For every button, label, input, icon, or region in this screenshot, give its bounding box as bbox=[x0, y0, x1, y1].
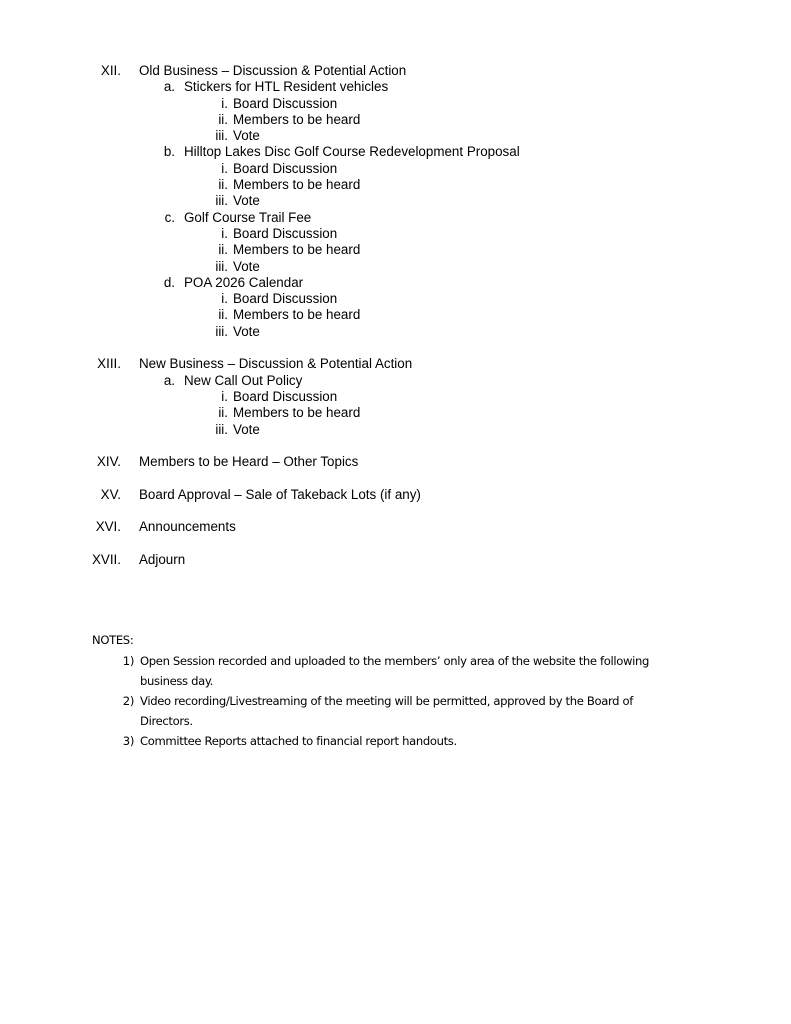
agenda-step-label: Members to be heard bbox=[233, 177, 361, 193]
agenda-step-marker: i. bbox=[221, 388, 228, 404]
agenda-step-label: Vote bbox=[233, 421, 260, 437]
agenda-step-marker: i. bbox=[221, 225, 228, 241]
agenda-section bbox=[0, 552, 791, 568]
agenda-step-label: Vote bbox=[233, 323, 260, 339]
agenda-step-label: Board Discussion bbox=[233, 388, 338, 404]
agenda-outline bbox=[0, 63, 791, 568]
note-text: Video recording/Livestreaming of the meeting will be permitted, approved by the Board of Directors. bbox=[140, 693, 633, 728]
agenda-section-marker: XV. bbox=[100, 486, 121, 502]
agenda-section-title: Members to be Heard – Other Topics bbox=[139, 454, 359, 470]
agenda-step-marker: iii. bbox=[215, 323, 228, 339]
agenda-step-label: Vote bbox=[233, 193, 260, 209]
note-text: Committee Reports attached to financial report handouts. bbox=[140, 733, 457, 748]
agenda-step bbox=[0, 405, 791, 421]
agenda-section bbox=[0, 454, 791, 470]
agenda-subitem-title: Golf Course Trail Fee bbox=[184, 209, 312, 225]
agenda-step bbox=[0, 112, 791, 128]
agenda-section bbox=[0, 356, 791, 372]
agenda-step bbox=[0, 307, 791, 323]
agenda-subitem-marker: b. bbox=[163, 144, 175, 160]
agenda-step bbox=[0, 259, 791, 275]
agenda-step-marker: iii. bbox=[215, 421, 228, 437]
agenda-section-marker: XIII. bbox=[97, 356, 121, 372]
agenda-section bbox=[0, 63, 791, 79]
agenda-subitem bbox=[0, 79, 791, 95]
agenda-subitem-marker: a. bbox=[163, 372, 175, 388]
notes-heading: NOTES: bbox=[92, 633, 134, 647]
agenda-subitem-marker: d. bbox=[163, 274, 175, 290]
agenda-step-marker: iii. bbox=[215, 128, 228, 144]
agenda-subitem bbox=[0, 275, 791, 291]
agenda-subitem bbox=[0, 373, 791, 389]
agenda-step-marker: i. bbox=[221, 95, 228, 111]
agenda-section-title: Announcements bbox=[139, 519, 236, 535]
agenda-step-label: Vote bbox=[233, 128, 260, 144]
agenda-spacer bbox=[0, 340, 791, 356]
agenda-spacer bbox=[0, 503, 791, 519]
agenda-section-marker: XIV. bbox=[96, 454, 121, 470]
agenda-step bbox=[0, 242, 791, 258]
note-item bbox=[0, 652, 791, 692]
agenda-subitem-title: Stickers for HTL Resident vehicles bbox=[184, 79, 389, 95]
agenda-subitem-title: POA 2026 Calendar bbox=[184, 274, 304, 290]
agenda-step bbox=[0, 193, 791, 209]
agenda-step-marker: ii. bbox=[218, 405, 228, 421]
agenda-step-marker: ii. bbox=[218, 111, 228, 127]
agenda-subitem bbox=[0, 144, 791, 160]
agenda-step bbox=[0, 96, 791, 112]
agenda-section bbox=[0, 519, 791, 535]
agenda-step bbox=[0, 291, 791, 307]
agenda-step bbox=[0, 389, 791, 405]
agenda-step-marker: iii. bbox=[215, 258, 228, 274]
agenda-step-marker: iii. bbox=[215, 193, 228, 209]
agenda-step-label: Board Discussion bbox=[233, 225, 338, 241]
note-marker: 1) bbox=[122, 654, 134, 668]
agenda-subitem bbox=[0, 210, 791, 226]
agenda-step bbox=[0, 226, 791, 242]
agenda-step-label: Members to be heard bbox=[233, 307, 361, 323]
agenda-section-marker: XII. bbox=[100, 63, 121, 78]
note-marker: 2) bbox=[122, 693, 134, 708]
agenda-step-marker: ii. bbox=[218, 242, 228, 258]
agenda-spacer bbox=[0, 536, 791, 552]
agenda-step bbox=[0, 161, 791, 177]
agenda-section-title: New Business – Discussion & Potential Action bbox=[139, 356, 413, 372]
agenda-step-label: Board Discussion bbox=[233, 95, 338, 111]
agenda-step-marker: i. bbox=[221, 291, 228, 307]
agenda-step-label: Vote bbox=[233, 258, 260, 274]
agenda-section-marker: XVI. bbox=[95, 519, 121, 535]
notes-list bbox=[0, 652, 791, 752]
agenda-spacer bbox=[0, 470, 791, 486]
agenda-step bbox=[0, 324, 791, 340]
agenda-step-marker: ii. bbox=[218, 177, 228, 193]
agenda-step-label: Members to be heard bbox=[233, 405, 361, 421]
note-item bbox=[0, 692, 791, 732]
agenda-step-label: Board Discussion bbox=[233, 291, 338, 307]
agenda-step-marker: ii. bbox=[218, 307, 228, 323]
agenda-subitem-title: Hilltop Lakes Disc Golf Course Redevelopment Proposal bbox=[184, 144, 520, 160]
agenda-section-marker: XVII. bbox=[91, 551, 121, 567]
note-item bbox=[0, 732, 791, 752]
agenda-section-title: Board Approval – Sale of Takeback Lots (if any) bbox=[139, 486, 421, 502]
agenda-step-marker: i. bbox=[221, 160, 228, 176]
note-text: Open Session recorded and uploaded to the members’ only area of the website the following business day. bbox=[140, 654, 649, 688]
agenda-spacer bbox=[0, 438, 791, 454]
agenda-section-title: Adjourn bbox=[139, 551, 186, 567]
agenda-step-label: Members to be heard bbox=[233, 111, 361, 127]
agenda-step-label: Members to be heard bbox=[233, 242, 361, 258]
agenda-step-label: Board Discussion bbox=[233, 160, 338, 176]
note-marker: 3) bbox=[122, 733, 134, 748]
agenda-step bbox=[0, 422, 791, 438]
agenda-subitem-marker: c. bbox=[164, 209, 175, 225]
agenda-section bbox=[0, 487, 791, 503]
agenda-section-title: Old Business – Discussion & Potential Action bbox=[139, 63, 407, 78]
agenda-subitem-marker: a. bbox=[163, 79, 175, 95]
agenda-step bbox=[0, 128, 791, 144]
agenda-subitem-title: New Call Out Policy bbox=[184, 372, 303, 388]
agenda-step bbox=[0, 177, 791, 193]
